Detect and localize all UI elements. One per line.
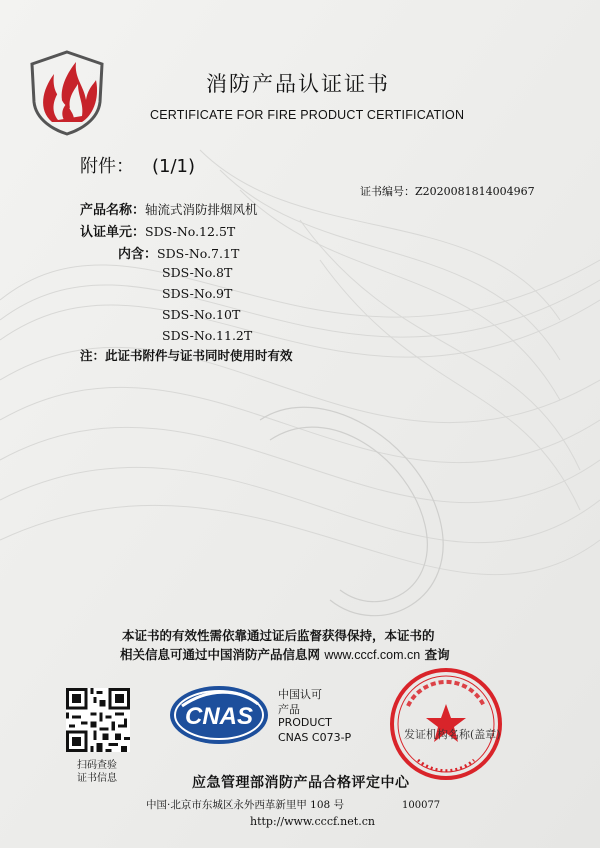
info-website-link[interactable]: www.cccf.com.cn	[324, 648, 421, 662]
validity-statement-line2	[120, 645, 450, 663]
certificate-number	[360, 183, 535, 199]
contents-row	[118, 243, 239, 262]
issuer-website-link[interactable]: http://www.cccf.net.cn	[250, 815, 375, 828]
cert-unit-value: SDS-No.12.5T	[145, 224, 236, 239]
cnas-logo	[168, 684, 270, 746]
attachment-label-text: 附件：	[80, 156, 134, 177]
cert-unit-row	[80, 221, 235, 240]
product-name-label: 产品名称：	[80, 203, 146, 218]
attachment-label	[80, 152, 195, 178]
cert-unit-label: 认证单元：	[80, 225, 146, 240]
issuing-organization: 应急管理部消防产品合格评定中心	[192, 775, 410, 791]
contents-item: SDS-No.7.1T	[157, 246, 240, 261]
qr-caption-line1: 扫码查验	[77, 760, 117, 771]
certificate-number-label: 证书编号：	[360, 185, 415, 198]
certificate-title-en: CERTIFICATE FOR FIRE PRODUCT CERTIFICATION	[150, 108, 465, 122]
issuer-address: 中国·北京市东城区永外西革新里甲 108 号	[146, 799, 345, 811]
contents-item: SDS-No.11.2T	[162, 328, 253, 343]
contents-label: 内含：	[118, 247, 158, 262]
validity-line2-suffix: 查询	[424, 647, 450, 662]
contents-item: SDS-No.9T	[162, 286, 233, 301]
validity-statement-line1: 本证书的有效性需依靠通过证后监督获得保持，本证书的	[122, 628, 435, 643]
cnas-line-product-cn: 产品	[278, 703, 300, 716]
certificate-title-cn: 消防产品认证证书	[206, 72, 390, 96]
official-red-seal	[388, 666, 504, 782]
issuer-postcode: 100077	[402, 800, 441, 811]
attachment-note: 注：此证书附件与证书同时使用时有效	[80, 348, 293, 363]
cnas-code: CNAS C073-P	[278, 731, 352, 744]
contents-item: SDS-No.8T	[162, 265, 233, 280]
seal-caption: 发证机构名称(盖章)	[404, 728, 501, 741]
contents-item: SDS-No.10T	[162, 307, 241, 322]
validity-line2-prefix: 相关信息可通过中国消防产品信息网	[120, 647, 321, 662]
certificate-number-value: Z2020081814004967	[415, 185, 535, 198]
cnas-line-china-accreditation: 中国认可	[278, 688, 322, 701]
product-name-row	[80, 199, 258, 218]
attachment-page: (1/1)	[152, 156, 196, 177]
product-name-value: 轴流式消防排烟风机	[145, 202, 258, 217]
cnas-logo-text: CNAS	[184, 703, 254, 730]
fire-certification-logo	[28, 50, 106, 136]
qr-caption-line2: 证书信息	[77, 773, 117, 784]
qr-code[interactable]	[66, 688, 130, 752]
cnas-line-product-en: PRODUCT	[278, 716, 332, 729]
